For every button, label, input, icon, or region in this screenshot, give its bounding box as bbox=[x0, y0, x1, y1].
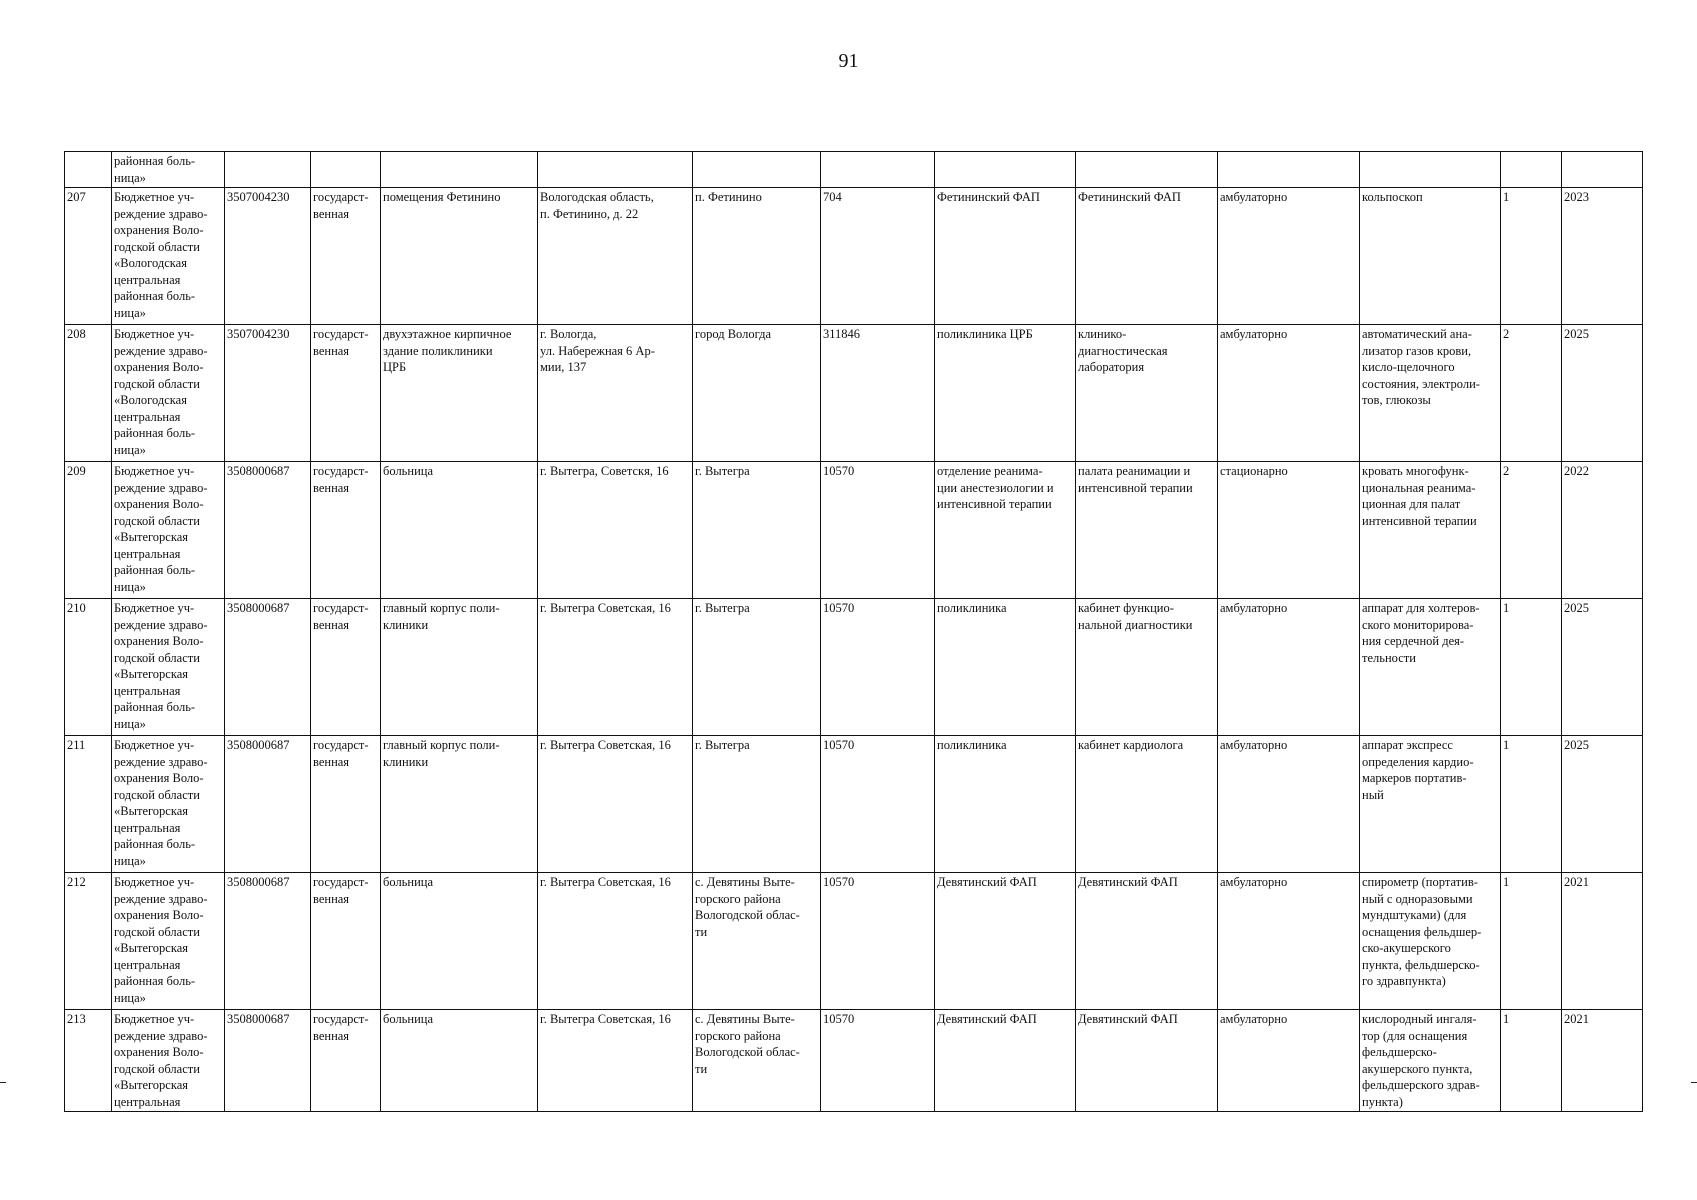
cell-locality: г. Вытегра bbox=[693, 462, 821, 599]
cell-population: 10570 bbox=[821, 736, 935, 873]
cell-year: 2021 bbox=[1562, 873, 1643, 1010]
cell-building: главный корпус поли- клиники bbox=[381, 599, 538, 736]
cell-unit: Девятинский ФАП bbox=[935, 1010, 1076, 1112]
cell-inn: 3507004230 bbox=[225, 325, 311, 462]
cell-no: 213 bbox=[65, 1010, 112, 1112]
cell-locality: г. Вытегра bbox=[693, 599, 821, 736]
cell-qty: 1 bbox=[1501, 188, 1562, 325]
cell-institution: Бюджетное уч- реждение здраво- охранения Воло- годской области «Вытегорская центральная районная боль- ница» bbox=[112, 599, 225, 736]
cell-qty: 2 bbox=[1501, 462, 1562, 599]
cell-care-form: амбулаторно bbox=[1218, 599, 1360, 736]
cell-qty bbox=[1501, 152, 1562, 188]
cell-division: клинико- диагностическая лаборатория bbox=[1076, 325, 1218, 462]
cell-division: Девятинский ФАП bbox=[1076, 873, 1218, 1010]
cell-equipment: кольпоскоп bbox=[1360, 188, 1501, 325]
cell-ownership: государст- венная bbox=[311, 188, 381, 325]
cell-population: 10570 bbox=[821, 873, 935, 1010]
cell-care-form bbox=[1218, 152, 1360, 188]
cell-unit: Девятинский ФАП bbox=[935, 873, 1076, 1010]
table-body bbox=[65, 152, 1643, 1112]
cell-qty: 1 bbox=[1501, 1010, 1562, 1112]
cell-care-form: амбулаторно bbox=[1218, 736, 1360, 873]
cell-inn: 3508000687 bbox=[225, 1010, 311, 1112]
cell-population: 311846 bbox=[821, 325, 935, 462]
cell-ownership: государст- венная bbox=[311, 599, 381, 736]
cell-building: больница bbox=[381, 462, 538, 599]
cell-address: г. Вологда, ул. Набережная 6 Ар- мии, 137 bbox=[538, 325, 693, 462]
cell-no: 208 bbox=[65, 325, 112, 462]
cell-no: 211 bbox=[65, 736, 112, 873]
cell-year: 2025 bbox=[1562, 325, 1643, 462]
equipment-table bbox=[64, 151, 1643, 1112]
cell-year bbox=[1562, 152, 1643, 188]
cell-unit: поликлиника bbox=[935, 736, 1076, 873]
cell-institution: районная боль- ница» bbox=[112, 152, 225, 188]
cell-population: 10570 bbox=[821, 462, 935, 599]
table-row bbox=[65, 462, 1643, 599]
cell-no bbox=[65, 152, 112, 188]
cell-address: Вологодская область, п. Фетинино, д. 22 bbox=[538, 188, 693, 325]
table-row bbox=[65, 1010, 1643, 1112]
cell-unit: Фетининский ФАП bbox=[935, 188, 1076, 325]
cell-year: 2025 bbox=[1562, 599, 1643, 736]
cell-institution: Бюджетное уч- реждение здраво- охранения Воло- годской области «Вытегорская центральная районная боль- ница» bbox=[112, 873, 225, 1010]
cell-qty: 1 bbox=[1501, 736, 1562, 873]
cell-institution: Бюджетное уч- реждение здраво- охранения Воло- годской области «Вологодская центральная районная боль- ница» bbox=[112, 188, 225, 325]
cell-year: 2021 bbox=[1562, 1010, 1643, 1112]
cell-institution: Бюджетное уч- реждение здраво- охранения Воло- годской области «Вологодская центральная районная боль- ница» bbox=[112, 325, 225, 462]
cell-locality bbox=[693, 152, 821, 188]
cell-locality: г. Вытегра bbox=[693, 736, 821, 873]
cell-equipment: кровать многофунк- циональная реанима- ционная для палат интенсивной терапии bbox=[1360, 462, 1501, 599]
cell-unit bbox=[935, 152, 1076, 188]
cell-building bbox=[381, 152, 538, 188]
cell-care-form: амбулаторно bbox=[1218, 873, 1360, 1010]
cell-division: кабинет кардиолога bbox=[1076, 736, 1218, 873]
cell-address bbox=[538, 152, 693, 188]
cell-division: Девятинский ФАП bbox=[1076, 1010, 1218, 1112]
cell-building: помещения Фетинино bbox=[381, 188, 538, 325]
cell-equipment: автоматический ана- лизатор газов крови, кисло-щелочного состояния, электроли- тов, глюкозы bbox=[1360, 325, 1501, 462]
cell-care-form: амбулаторно bbox=[1218, 188, 1360, 325]
cell-care-form: амбулаторно bbox=[1218, 1010, 1360, 1112]
cell-ownership: государст- венная bbox=[311, 736, 381, 873]
page-number: 91 bbox=[838, 50, 859, 72]
cell-population: 10570 bbox=[821, 599, 935, 736]
table-row bbox=[65, 599, 1643, 736]
cell-division: Фетининский ФАП bbox=[1076, 188, 1218, 325]
cell-qty: 1 bbox=[1501, 873, 1562, 1010]
cell-building: двухэтажное кирпичное здание поликлиники ЦРБ bbox=[381, 325, 538, 462]
cell-ownership: государст- венная bbox=[311, 462, 381, 599]
left-edge-mark bbox=[0, 1082, 6, 1083]
cell-no: 207 bbox=[65, 188, 112, 325]
right-edge-mark bbox=[1691, 1082, 1697, 1083]
table-row bbox=[65, 188, 1643, 325]
cell-inn: 3508000687 bbox=[225, 736, 311, 873]
cell-ownership: государст- венная bbox=[311, 325, 381, 462]
cell-inn: 3508000687 bbox=[225, 873, 311, 1010]
cell-population bbox=[821, 152, 935, 188]
cell-year: 2022 bbox=[1562, 462, 1643, 599]
cell-locality: с. Девятины Выте- горского района Вологодской облас- ти bbox=[693, 1010, 821, 1112]
cell-no: 212 bbox=[65, 873, 112, 1010]
table-row bbox=[65, 736, 1643, 873]
cell-address: г. Вытегра Советская, 16 bbox=[538, 873, 693, 1010]
cell-no: 210 bbox=[65, 599, 112, 736]
cell-division: палата реанимации и интенсивной терапии bbox=[1076, 462, 1218, 599]
cell-address: г. Вытегра Советская, 16 bbox=[538, 1010, 693, 1112]
cell-locality: п. Фетинино bbox=[693, 188, 821, 325]
table-row bbox=[65, 873, 1643, 1010]
cell-address: г. Вытегра Советская, 16 bbox=[538, 599, 693, 736]
cell-year: 2023 bbox=[1562, 188, 1643, 325]
cell-building: больница bbox=[381, 873, 538, 1010]
cell-institution: Бюджетное уч- реждение здраво- охранения Воло- годской области «Вытегорская центральная районная боль- ница» bbox=[112, 462, 225, 599]
cell-qty: 1 bbox=[1501, 599, 1562, 736]
cell-care-form: стационарно bbox=[1218, 462, 1360, 599]
cell-inn: 3507004230 bbox=[225, 188, 311, 325]
cell-address: г. Вытегра, Советскя, 16 bbox=[538, 462, 693, 599]
cell-locality: с. Девятины Выте- горского района Вологодской облас- ти bbox=[693, 873, 821, 1010]
cell-population: 10570 bbox=[821, 1010, 935, 1112]
cell-unit: отделение реанима- ции анестезиологии и интенсивной терапии bbox=[935, 462, 1076, 599]
cell-unit: поликлиника bbox=[935, 599, 1076, 736]
cell-no: 209 bbox=[65, 462, 112, 599]
cell-institution: Бюджетное уч- реждение здраво- охранения Воло- годской области «Вытегорская центральная районная боль- ница» bbox=[112, 736, 225, 873]
cell-division: кабинет функцио- нальной диагностики bbox=[1076, 599, 1218, 736]
cell-population: 704 bbox=[821, 188, 935, 325]
cell-equipment: аппарат для холтеров- ского мониторирова- ния сердечной дея- тельности bbox=[1360, 599, 1501, 736]
cell-inn: 3508000687 bbox=[225, 599, 311, 736]
cell-equipment: спирометр (портатив- ный с одноразовыми мундштуками) (для оснащения фельдшер- ско-акушерского пункта, фельдшерско- го здравпункта) bbox=[1360, 873, 1501, 1010]
cell-qty: 2 bbox=[1501, 325, 1562, 462]
cell-care-form: амбулаторно bbox=[1218, 325, 1360, 462]
cell-institution: Бюджетное уч- реждение здраво- охранения Воло- годской области «Вытегорская центральная bbox=[112, 1010, 225, 1112]
cell-equipment: кислородный ингаля- тор (для оснащения фельдшерско- акушерского пункта, фельдшерского здрав- пункта) bbox=[1360, 1010, 1501, 1112]
table-row bbox=[65, 325, 1643, 462]
cell-year: 2025 bbox=[1562, 736, 1643, 873]
cell-locality: город Вологда bbox=[693, 325, 821, 462]
cell-inn bbox=[225, 152, 311, 188]
cell-ownership bbox=[311, 152, 381, 188]
cell-address: г. Вытегра Советская, 16 bbox=[538, 736, 693, 873]
table-row bbox=[65, 152, 1643, 188]
cell-building: больница bbox=[381, 1010, 538, 1112]
cell-building: главный корпус поли- клиники bbox=[381, 736, 538, 873]
cell-equipment bbox=[1360, 152, 1501, 188]
cell-ownership: государст- венная bbox=[311, 1010, 381, 1112]
cell-ownership: государст- венная bbox=[311, 873, 381, 1010]
cell-division bbox=[1076, 152, 1218, 188]
cell-unit: поликлиника ЦРБ bbox=[935, 325, 1076, 462]
cell-equipment: аппарат экспресс определения кардио- маркеров портатив- ный bbox=[1360, 736, 1501, 873]
cell-inn: 3508000687 bbox=[225, 462, 311, 599]
